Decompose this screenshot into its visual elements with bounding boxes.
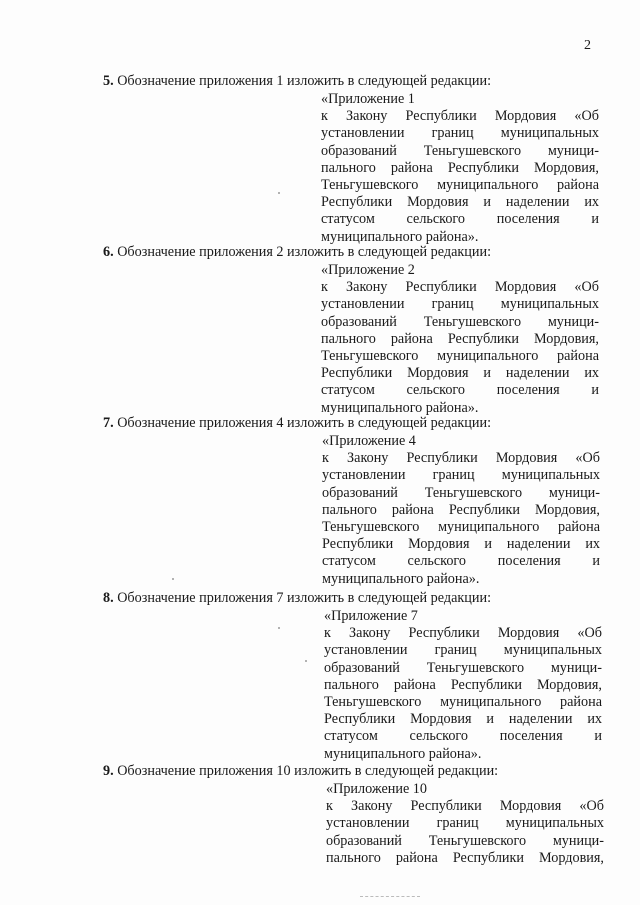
annex-text-line — [324, 660, 602, 677]
amendment-text: Обозначение приложения 10 изложить в следующей редакции: — [113, 763, 499, 779]
annex-text-line — [321, 211, 599, 228]
annex-text-line — [322, 536, 600, 553]
annex-word: района — [395, 849, 438, 866]
annex-word: Закону — [346, 279, 388, 296]
annex-word: Мордовия — [499, 798, 562, 815]
annex-word: Республики — [410, 798, 482, 815]
annex-word: муниципального — [437, 348, 539, 365]
annex-word: образований — [321, 142, 397, 159]
annex-word: статусом — [322, 553, 376, 570]
annex-word: образований — [326, 832, 402, 849]
annex-word: статусом — [321, 382, 375, 399]
annex-word: их — [584, 365, 599, 382]
annex-designation-block — [321, 262, 599, 417]
annex-text-line — [324, 642, 602, 659]
amendment-text: Обозначение приложения 7 изложить в следующей редакции: — [113, 590, 492, 606]
annex-word: Теньгушевского — [423, 313, 522, 330]
annex-word: и — [486, 711, 494, 728]
annex-word: образований — [322, 484, 398, 501]
annex-word: границ — [431, 125, 474, 142]
annex-text-line — [321, 382, 599, 399]
annex-word: Республики — [405, 279, 477, 296]
annex-word: их — [585, 536, 600, 553]
annex-word: пального — [322, 501, 377, 518]
annex-word: Мордовия — [494, 279, 557, 296]
amendment-text: Обозначение приложения 4 изложить в следующей редакции: — [113, 415, 492, 431]
annex-word: «Об — [574, 279, 599, 296]
annex-text-line — [321, 314, 599, 331]
scan-speck — [172, 578, 174, 580]
annex-word: Республики — [452, 849, 524, 866]
annex-word: сельского — [406, 211, 465, 228]
annex-word: «Об — [577, 625, 602, 642]
amendment-number: 5. — [103, 73, 114, 89]
annex-text-line — [324, 728, 602, 745]
annex-word: «Об — [575, 450, 600, 467]
annex-word: установлении — [324, 642, 408, 659]
annex-text-line — [321, 331, 599, 348]
annex-word: Мордовия, — [534, 159, 599, 176]
annex-word: Закону — [351, 798, 393, 815]
annex-word: Мордовия — [408, 536, 470, 553]
annex-designation-block — [324, 608, 602, 763]
annex-word: и — [591, 382, 599, 399]
annex-word: Мордовия, — [537, 676, 602, 693]
annex-word: сельского — [406, 382, 465, 399]
annex-word: наделении — [505, 365, 570, 382]
scan-edge-marks — [360, 896, 420, 900]
annex-word: Мордовия — [497, 625, 560, 642]
annex-text-line — [324, 746, 602, 763]
annex-word: района — [557, 177, 599, 194]
amendment-heading — [103, 243, 491, 261]
annex-text-line — [326, 815, 604, 832]
annex-word: района — [390, 330, 433, 347]
annex-word: поселения — [496, 211, 560, 228]
annex-word: и — [591, 211, 599, 228]
annex-word: к — [321, 108, 328, 125]
annex-word: наделении — [505, 194, 570, 211]
annex-word: установлении — [321, 296, 405, 313]
annex-word: и — [594, 728, 602, 745]
annex-word: установлении — [326, 815, 410, 832]
annex-word: Мордовия — [407, 365, 469, 382]
amendment-number: 6. — [103, 244, 114, 260]
annex-word: муниципальных — [501, 467, 600, 484]
annex-text-line — [324, 677, 602, 694]
annex-word: Теньгушевского — [428, 832, 527, 849]
annex-word: муниципального — [437, 177, 539, 194]
annex-word: муниципального — [440, 694, 542, 711]
amendment-heading — [103, 589, 491, 607]
annex-word: муниципальных — [500, 125, 599, 142]
annex-word: Республики — [405, 108, 477, 125]
annex-word: Республики — [448, 501, 520, 518]
annex-word: Теньгушевского — [426, 659, 525, 676]
annex-text-line — [321, 348, 599, 365]
annex-word: образований — [321, 313, 397, 330]
annex-text-line — [322, 467, 600, 484]
annex-word: Республики — [408, 625, 480, 642]
annex-word: их — [587, 711, 602, 728]
annex-word: Теньгушевского — [321, 348, 419, 365]
annex-word: к — [326, 798, 333, 815]
annex-word: муници- — [547, 142, 599, 159]
scan-speck — [278, 627, 280, 629]
annex-word: их — [584, 194, 599, 211]
annex-designation-block — [321, 91, 599, 246]
annex-text-line — [322, 502, 600, 519]
annex-text-line — [324, 711, 602, 728]
amendment-text: Обозначение приложения 2 изложить в следующей редакции: — [113, 244, 492, 260]
annex-title: «Приложение 10 — [326, 781, 427, 797]
annex-word: и — [592, 553, 600, 570]
annex-text-line — [326, 833, 604, 850]
annex-word: наделении — [506, 536, 571, 553]
annex-word: границ — [436, 815, 479, 832]
annex-word: муниципальных — [505, 815, 604, 832]
annex-word: статусом — [324, 728, 378, 745]
annex-word: установлении — [321, 125, 405, 142]
annex-word: границ — [434, 642, 477, 659]
amendment-text: Обозначение приложения 1 изложить в следующей редакции: — [113, 73, 492, 89]
annex-word: муниципального района». — [321, 228, 479, 245]
annex-text-line — [321, 279, 599, 296]
amendment-heading — [103, 762, 498, 780]
annex-word: к — [321, 279, 328, 296]
annex-word: Республики — [324, 711, 396, 728]
annex-text-line — [321, 160, 599, 177]
annex-word: границ — [431, 296, 474, 313]
annex-word: к — [322, 450, 329, 467]
annex-word: муниципальных — [500, 296, 599, 313]
annex-word: пального — [321, 330, 376, 347]
annex-word: Теньгушевского — [424, 484, 523, 501]
annex-designation-block — [326, 781, 604, 867]
annex-word: муници- — [547, 313, 599, 330]
annex-word: района — [390, 159, 433, 176]
annex-word: Республики — [322, 536, 394, 553]
annex-word: сельского — [407, 553, 466, 570]
amendment-heading — [103, 72, 491, 90]
annex-word: к — [324, 625, 331, 642]
annex-word: сельского — [409, 728, 468, 745]
amendment-heading — [103, 414, 491, 432]
annex-word: поселения — [497, 553, 561, 570]
annex-word: района — [393, 676, 436, 693]
annex-word: и — [483, 194, 491, 211]
annex-word: Республики — [447, 330, 519, 347]
annex-word: муниципального района». — [321, 399, 479, 416]
annex-word: и — [484, 536, 492, 553]
annex-word: Теньгушевского — [322, 519, 420, 536]
amendment-number: 9. — [103, 763, 114, 779]
annex-text-line — [321, 296, 599, 313]
annex-word: наделении — [508, 711, 573, 728]
annex-word: образований — [324, 659, 400, 676]
annex-word: района — [560, 694, 602, 711]
annex-word: Республики — [321, 194, 393, 211]
annex-word: поселения — [496, 382, 560, 399]
annex-word: муниципального района». — [324, 745, 482, 762]
annex-text-line — [321, 177, 599, 194]
annex-text-line — [324, 694, 602, 711]
annex-word: района — [391, 501, 434, 518]
annex-word: Мордовия, — [535, 501, 600, 518]
amendment-number: 8. — [103, 590, 114, 606]
scan-speck — [305, 660, 307, 662]
annex-text-line — [326, 850, 604, 867]
annex-word: «Об — [579, 798, 604, 815]
annex-word: Мордовия, — [539, 849, 604, 866]
amendment-number: 7. — [103, 415, 114, 431]
annex-text-line — [326, 798, 604, 815]
annex-word: Мордовия — [410, 711, 472, 728]
annex-word: статусом — [321, 211, 375, 228]
annex-word: района — [557, 348, 599, 365]
annex-word: пального — [321, 159, 376, 176]
annex-title: «Приложение 7 — [324, 608, 418, 624]
annex-word: пального — [324, 676, 379, 693]
annex-text-line — [321, 194, 599, 211]
annex-text-line — [322, 553, 600, 570]
annex-word: Закону — [347, 450, 389, 467]
annex-title: «Приложение 1 — [321, 91, 415, 107]
annex-word: муници- — [548, 484, 600, 501]
annex-word: Мордовия — [407, 194, 469, 211]
annex-word: муниципального — [438, 519, 540, 536]
annex-word: Республики — [406, 450, 478, 467]
annex-text-line — [322, 519, 600, 536]
annex-word: Республики — [447, 159, 519, 176]
annex-word: муниципальных — [503, 642, 602, 659]
annex-title: «Приложение 2 — [321, 262, 415, 278]
annex-word: муници- — [552, 832, 604, 849]
annex-word: Закону — [346, 108, 388, 125]
annex-word: муници- — [550, 659, 602, 676]
annex-word: Теньгушевского — [321, 177, 419, 194]
page-number: 2 — [584, 38, 591, 53]
annex-word: поселения — [499, 728, 563, 745]
annex-text-line — [322, 450, 600, 467]
annex-text-line — [321, 365, 599, 382]
annex-word: Мордовия — [494, 108, 557, 125]
annex-designation-block — [322, 433, 600, 588]
scan-speck — [278, 192, 280, 194]
annex-word: пального — [326, 849, 381, 866]
annex-text-line — [321, 125, 599, 142]
annex-text-line — [321, 108, 599, 125]
annex-text-line — [321, 143, 599, 160]
annex-word: района — [558, 519, 600, 536]
annex-word: границ — [432, 467, 475, 484]
annex-word: Теньгушевского — [324, 694, 422, 711]
annex-word: Мордовия, — [534, 330, 599, 347]
annex-text-line — [324, 625, 602, 642]
annex-word: Республики — [450, 676, 522, 693]
annex-word: «Об — [574, 108, 599, 125]
annex-title: «Приложение 4 — [322, 433, 416, 449]
annex-word: Закону — [349, 625, 391, 642]
annex-word: муниципального района». — [322, 570, 480, 587]
annex-text-line — [322, 571, 600, 588]
annex-word: и — [483, 365, 491, 382]
annex-word: Республики — [321, 365, 393, 382]
annex-text-line — [322, 485, 600, 502]
annex-word: установлении — [322, 467, 406, 484]
annex-word: Теньгушевского — [423, 142, 522, 159]
annex-word: Мордовия — [495, 450, 558, 467]
